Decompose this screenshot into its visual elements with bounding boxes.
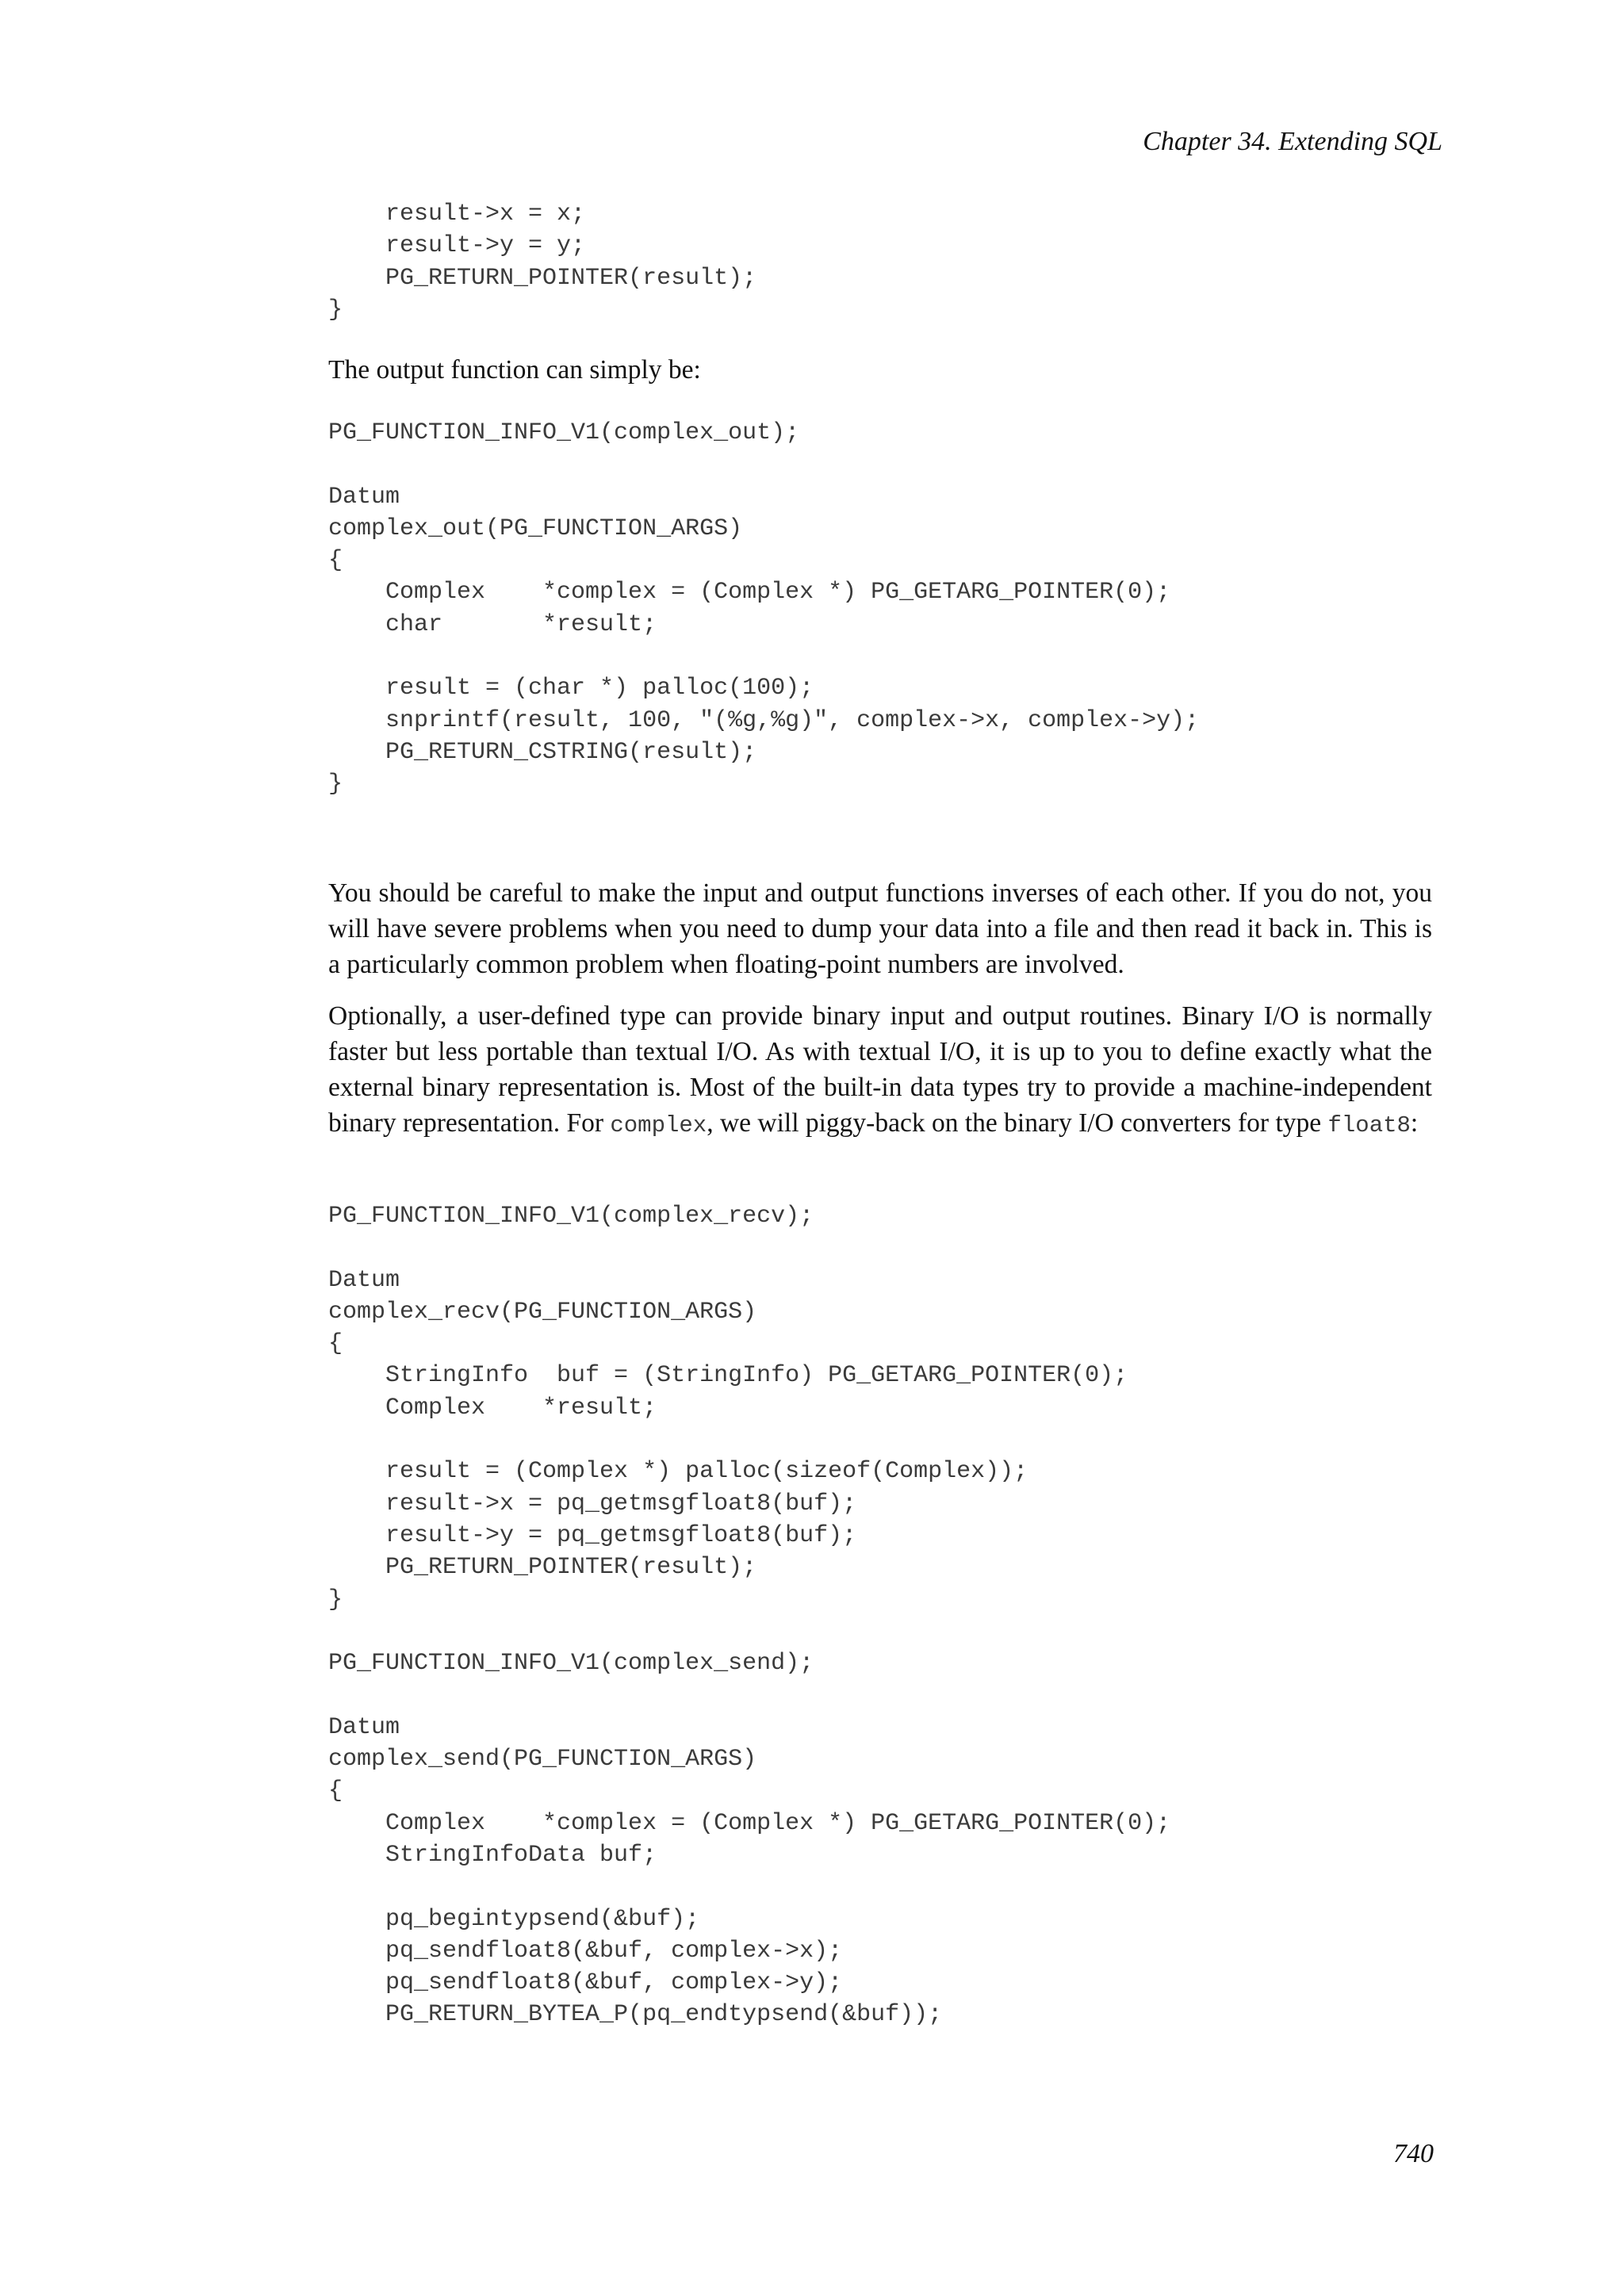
paragraph-output-intro: The output function can simply be: — [328, 355, 701, 385]
code-line — [328, 1871, 1170, 1903]
code-line: Complex *complex = (Complex *) PG_GETARG_POINTER(0); — [328, 1809, 1171, 1837]
code-line: result->x = x; — [328, 201, 586, 228]
inline-code-complex: complex — [610, 1112, 707, 1138]
paragraph-binary-intro — [328, 998, 1432, 1143]
code-line: complex_out(PG_FUNCTION_ARGS) — [328, 515, 743, 542]
paragraph-binary-intro-text-1: Optionally, a user-defined type can provide binary input and output routines. Binary I/O is normally faster but less portable than textual I/O. As with textual I/O, it is up to you to define exactly what the external binary representation is. Most of the built-in data types try to provide a machine-independent binary representation. For — [328, 1001, 1432, 1138]
code-line — [328, 1679, 1170, 1711]
code-line: char *result; — [328, 610, 657, 638]
code-line — [328, 1424, 1170, 1456]
code-line: } — [328, 1586, 343, 1613]
code-line: result->x = pq_getmsgfloat8(buf); — [328, 1490, 857, 1517]
code-line: PG_RETURN_POINTER(result); — [328, 1554, 757, 1582]
code-line — [328, 641, 1199, 672]
code-block-output-function — [328, 417, 1199, 801]
paragraph-binary-intro-text-2: , we will piggy-back on the binary I/O converters for type — [707, 1108, 1328, 1138]
code-line: Datum — [328, 1713, 400, 1741]
code-line: Datum — [328, 483, 400, 511]
code-line: PG_RETURN_CSTRING(result); — [328, 738, 757, 766]
page-number: 740 — [1393, 2139, 1434, 2168]
code-line: result->y = y; — [328, 232, 586, 260]
code-line — [328, 1232, 1170, 1264]
code-line — [328, 449, 1199, 480]
code-line: Datum — [328, 1266, 400, 1294]
code-line: { — [328, 1330, 343, 1358]
paragraph-careful: You should be careful to make the input and output functions inverses of each other. If you do not, you will have severe problems when you need to dump your data into a file and then read it back in. This is a particularly common problem when floating-point numbers are involved. — [328, 878, 1432, 979]
code-line: StringInfo buf = (StringInfo) PG_GETARG_POINTER(0); — [328, 1362, 1128, 1390]
code-line: Complex *result; — [328, 1394, 657, 1422]
code-line: pq_sendfloat8(&buf, complex->y); — [328, 1969, 843, 1997]
code-line: result = (char *) palloc(100); — [328, 675, 814, 702]
code-line: Complex *complex = (Complex *) PG_GETARG_POINTER(0); — [328, 579, 1171, 607]
code-line: pq_begintypsend(&buf); — [328, 1905, 700, 1933]
code-line: } — [328, 771, 343, 798]
code-line: complex_recv(PG_FUNCTION_ARGS) — [328, 1298, 757, 1326]
code-line — [328, 1616, 1170, 1647]
paragraph-binary-intro-text-3: : — [1410, 1108, 1419, 1138]
code-line: { — [328, 547, 343, 575]
code-line: PG_FUNCTION_INFO_V1(complex_out); — [328, 419, 800, 446]
code-line: StringInfoData buf; — [328, 1841, 657, 1869]
code-line: PG_RETURN_BYTEA_P(pq_endtypsend(&buf)); — [328, 2001, 943, 2029]
code-line: } — [328, 296, 343, 323]
code-line: { — [328, 1777, 343, 1805]
code-line: PG_FUNCTION_INFO_V1(complex_send); — [328, 1650, 814, 1678]
code-line: snprintf(result, 100, "(%g,%g)", complex->x, complex->y); — [328, 706, 1200, 734]
running-header: Chapter 34. Extending SQL — [1143, 127, 1442, 156]
code-line: result->y = pq_getmsgfloat8(buf); — [328, 1521, 857, 1549]
code-line: complex_send(PG_FUNCTION_ARGS) — [328, 1746, 757, 1774]
code-line: result = (Complex *) palloc(sizeof(Complex)); — [328, 1458, 1028, 1486]
code-line: PG_FUNCTION_INFO_V1(complex_recv); — [328, 1203, 814, 1230]
code-line: PG_RETURN_POINTER(result); — [328, 264, 757, 292]
inline-code-float8: float8 — [1327, 1112, 1411, 1138]
code-block-binary-io — [328, 1200, 1170, 2031]
code-line: pq_sendfloat8(&buf, complex->x); — [328, 1937, 843, 1965]
code-block-input-tail — [328, 198, 756, 326]
